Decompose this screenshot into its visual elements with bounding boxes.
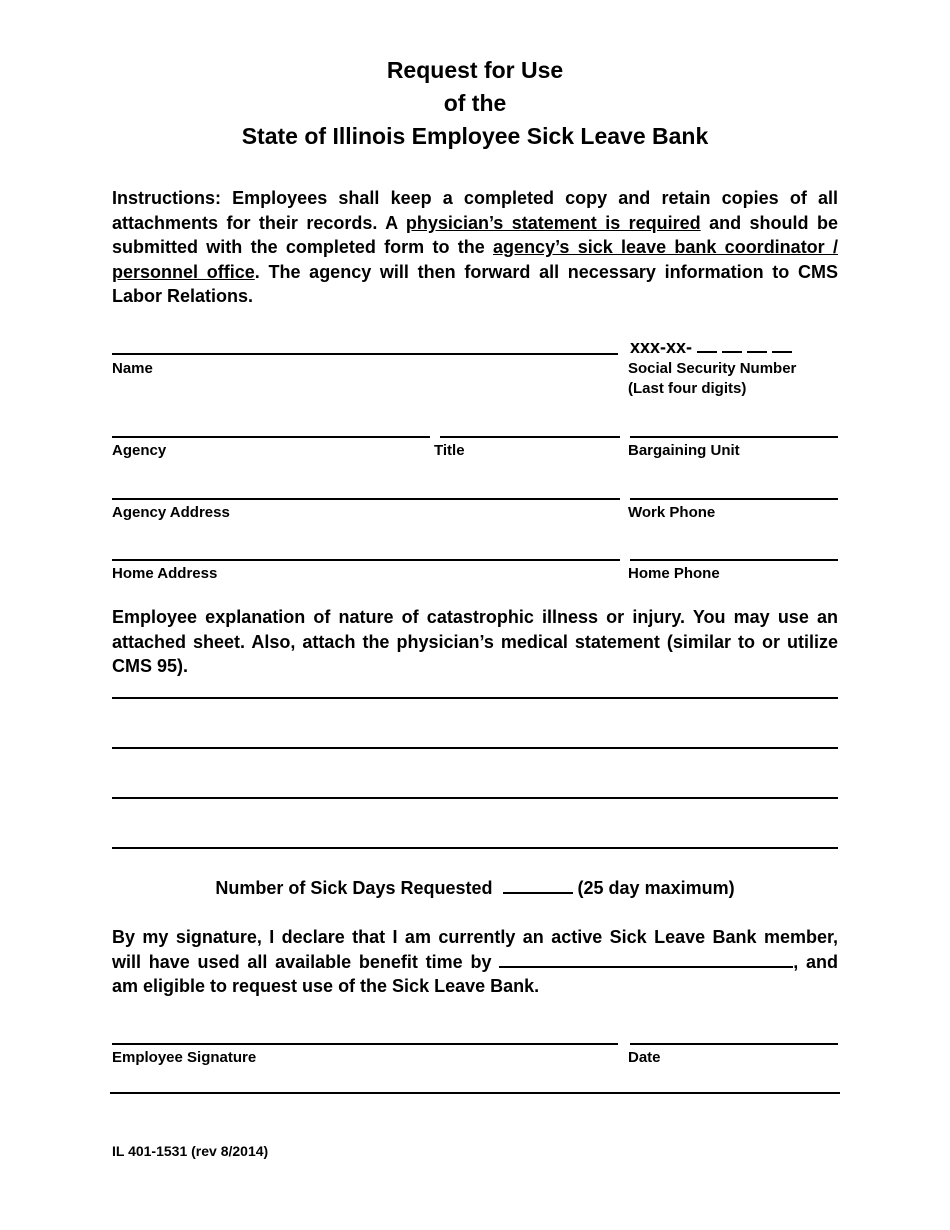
physician-statement-text: physician’s statement is required <box>405 212 701 233</box>
form-title-line-3: State of Illinois Employee Sick Leave Bank <box>241 123 709 149</box>
form-title-line-2: of the <box>443 90 507 116</box>
explanation-line-4[interactable] <box>112 847 838 849</box>
ssn-sublabel: (Last four digits) <box>628 380 747 397</box>
explanation-line-2[interactable] <box>112 747 838 749</box>
section-divider <box>110 1092 840 1094</box>
date-label: Date <box>628 1049 661 1066</box>
explanation-line-1[interactable] <box>112 697 838 699</box>
agency-label: Agency <box>112 442 167 459</box>
title-label: Title <box>434 442 465 459</box>
coordinator-text: agency’s sick leave bank coordinator / personnel office <box>112 237 838 282</box>
agency-field-line[interactable] <box>112 436 430 438</box>
form-id: IL 401-1531 (rev 8/2014) <box>112 1143 269 1159</box>
agency-address-field-line[interactable] <box>112 498 620 500</box>
ssn-label: Social Security Number <box>628 360 797 377</box>
instructions-paragraph <box>112 186 838 309</box>
ssn-prefix: xxx-xx- <box>630 337 693 357</box>
benefit-date-field[interactable] <box>499 952 793 968</box>
sick-days-field[interactable] <box>503 878 573 894</box>
home-phone-label: Home Phone <box>628 565 720 582</box>
explanation-prompt: Employee explanation of nature of catastrophic illness or injury. You may use an attached sheet. Also, attach the physician’s medical statement (similar to or utilize CMS 95). <box>112 607 838 677</box>
declaration-text-1: By my signature, I declare that I am currently an active Sick Leave Bank member, will have used all available benefit time by <box>112 927 838 972</box>
employee-signature-label: Employee Signature <box>112 1049 257 1066</box>
ssn-field[interactable] <box>630 336 792 358</box>
date-field-line[interactable] <box>630 1043 838 1045</box>
instructions-text-1: Instructions: Employees shall keep a completed copy and retain copies of all attachments for their records. A <box>112 188 838 233</box>
declaration-paragraph <box>112 925 838 999</box>
signature-field-line[interactable] <box>112 1043 618 1045</box>
sick-days-label: Number of Sick Days Requested <box>215 878 493 898</box>
declaration-text-2: , and am eligible to request use of the Sick Leave Bank. <box>112 951 838 997</box>
bargaining-unit-field-line[interactable] <box>630 436 838 438</box>
sick-days-maximum: (25 day maximum) <box>577 878 735 898</box>
name-label: Name <box>112 360 153 377</box>
home-address-label: Home Address <box>112 565 218 582</box>
work-phone-label: Work Phone <box>628 504 716 521</box>
agency-address-label: Agency Address <box>112 504 230 521</box>
home-address-field-line[interactable] <box>112 559 620 561</box>
instructions-text-3: . The agency will then forward all necessary information to CMS Labor Relations. <box>112 261 838 307</box>
home-phone-field-line[interactable] <box>630 559 838 561</box>
instructions-text-2: and should be submitted with the completed form to the <box>112 212 838 258</box>
work-phone-field-line[interactable] <box>630 498 838 500</box>
name-field-line[interactable] <box>112 353 618 355</box>
explanation-line-3[interactable] <box>112 797 838 799</box>
sick-days-row <box>0 876 950 900</box>
form-title-line-1: Request for Use <box>386 57 564 83</box>
title-field-line[interactable] <box>440 436 620 438</box>
bargaining-unit-label: Bargaining Unit <box>628 442 740 459</box>
